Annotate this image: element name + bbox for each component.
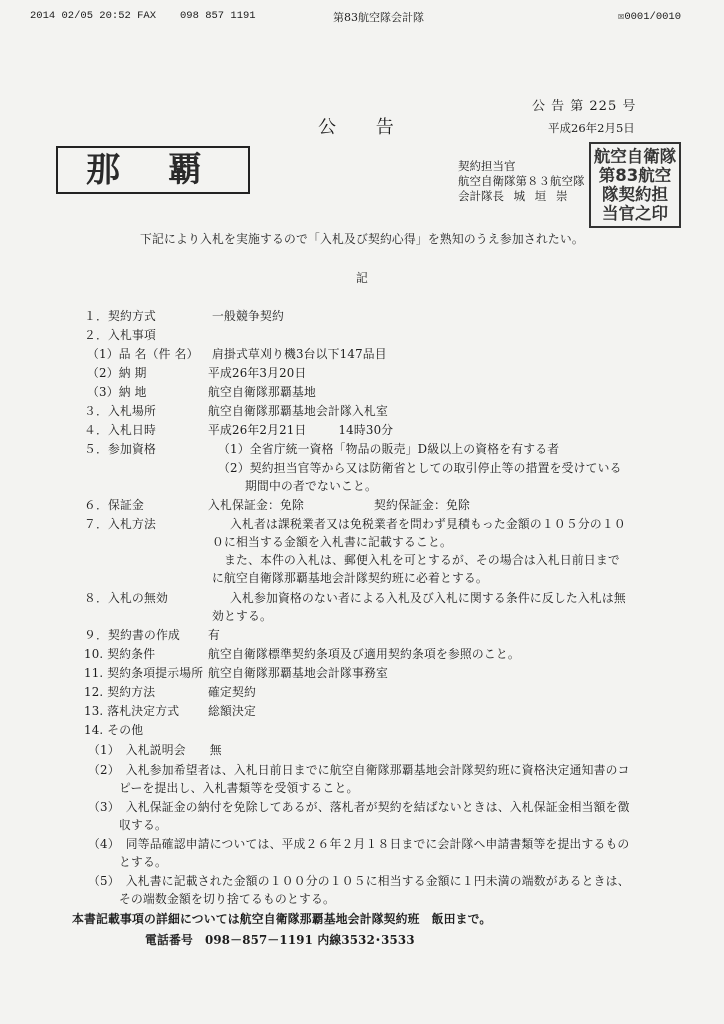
item-label: ４．入札日時 <box>84 423 156 437</box>
item-label: （1）品 名（件 名） <box>87 347 199 361</box>
other-item: その端数金額を切り捨てるものとする。 <box>119 892 335 906</box>
fax-sender: 第83航空隊会計隊 <box>333 11 424 24</box>
item-label: 12. 契約方法 <box>84 685 156 699</box>
deposit-label: ６．保証金 <box>84 498 144 512</box>
item-label: ３．入札場所 <box>84 404 156 418</box>
other-item: （3） 入札保証金の納付を免除してあるが、落札者が契約を結ばないときは、入札保証金相当額を徴 <box>88 800 630 814</box>
bid-method-label: ７．入札方法 <box>84 517 156 531</box>
ki-heading: 記 <box>356 271 368 285</box>
item-value: 総額決定 <box>208 704 256 718</box>
item-label: 14. その他 <box>84 723 144 737</box>
notice-number: 公 告 第 225 号 <box>532 99 637 114</box>
item-value: 航空自衛隊那覇基地会計隊入札室 <box>208 404 388 418</box>
item-value: 航空自衛隊那覇基地 <box>208 385 316 399</box>
notice-date: 平成26年2月5日 <box>548 121 635 135</box>
bid-method-line: 入札者は課税業者又は免税業者を問わず見積もった金額の１０５分の１０ <box>230 517 626 531</box>
other-item: 収する。 <box>119 818 167 832</box>
invalid-line: 入札参加資格のない者による入札及び入札に関する条件に反した入札は無 <box>230 591 626 605</box>
invalid-line: 効とする。 <box>212 609 272 623</box>
item-label: 13. 落札決定方式 <box>84 704 180 718</box>
item-value: 平成26年3月20日 <box>208 366 307 380</box>
fax-datetime: 2014 02/05 20:52 FAX <box>30 10 157 22</box>
issuer-line2: 航空自衛隊第８３航空隊 <box>458 174 585 188</box>
intro-text: 下記により入札を実施するので「入札及び契約心得」を熟知のうえ参加されたい。 <box>140 232 584 246</box>
item-label: 11. 契約条項提示場所 <box>84 666 204 680</box>
item-value: 肩掛式草刈り機3台以下147品目 <box>212 347 387 361</box>
fax-icon: ☒ <box>618 11 625 23</box>
item-label: （2）納 期 <box>87 366 147 380</box>
seal-line: 航空自衛隊 <box>593 147 677 166</box>
other-item: （4） 同等品確認申請については、平成２６年２月１８日までに会計隊へ申請書類等を提出するもの <box>88 837 630 851</box>
item-value: 一般競争契約 <box>212 309 284 323</box>
other-item: （2） 入札参加希望者は、入札日前日までに航空自衛隊那覇基地会計隊契約班に資格決定通知書のコ <box>88 763 630 777</box>
issuer-line1: 契約担当官 <box>458 159 516 173</box>
item-label: ５．参加資格 <box>84 442 156 456</box>
bid-method-line: ０に相当する金額を入札書に記載すること。 <box>212 535 452 549</box>
item-label: ２．入札事項 <box>84 328 156 342</box>
item-value: 平成26年2月21日 14時30分 <box>208 423 394 437</box>
other-item: （5） 入札書に記載された金額の１００分の１０５に相当する金額に１円未満の端数があるときは、 <box>88 874 630 888</box>
fax-page: ☒0001/0010 <box>618 11 682 23</box>
item-label: 10. 契約条件 <box>84 647 156 661</box>
other-item: （1） 入札説明会 無 <box>88 743 222 757</box>
fax-number: 098 857 1191 <box>180 10 256 22</box>
item-value: （1）全省庁統一資格「物品の販売」D級以上の資格を有する者 <box>218 442 560 456</box>
item-value: 確定契約 <box>208 685 256 699</box>
official-seal <box>589 142 681 228</box>
footer-contact: 本書記載事項の詳細については航空自衛隊那覇基地会計隊契約班 飯田まで。 <box>72 912 492 926</box>
footer-phone: 電話番号 098－857－1191 内線3532･3533 <box>145 933 415 947</box>
naha-stamp: 那 覇 <box>56 146 250 194</box>
item-value: 航空自衛隊那覇基地会計隊事務室 <box>208 666 388 680</box>
seal-line: 当官之印 <box>602 204 668 223</box>
item-label: （3）納 地 <box>87 385 147 399</box>
seal-line: 第83航空 <box>598 166 672 185</box>
item-value: 航空自衛隊標準契約条項及び適用契約条項を参照のこと。 <box>208 647 520 661</box>
bid-method-line: に航空自衛隊那覇基地会計隊契約班に必着とする。 <box>212 571 488 585</box>
qualification-2-line2: 期間中の者でないこと。 <box>245 479 377 493</box>
other-item: とする。 <box>119 855 167 869</box>
other-item: ピーを提出し、入札書類等を受領すること。 <box>119 781 359 795</box>
item-label: １．契約方式 <box>84 309 156 323</box>
invalid-label: ８．入札の無効 <box>84 591 168 605</box>
item-value: 有 <box>208 628 220 642</box>
notice-title: 公 告 <box>318 117 396 138</box>
bid-method-line: また、本件の入札は、郵便入札を可とするが、その場合は入札日前日まで <box>224 553 620 567</box>
deposit-contract: 契約保証金：免除 <box>374 498 470 512</box>
seal-line: 隊契約担 <box>602 185 668 204</box>
item-label: ９．契約書の作成 <box>84 628 180 642</box>
deposit-bid: 入札保証金：免除 <box>208 498 304 512</box>
issuer-line3: 会計隊長 城 垣 崇 <box>458 189 568 203</box>
qualification-2-line1: （2）契約担当官等から又は防衛省としての取引停止等の措置を受けている <box>218 461 622 475</box>
